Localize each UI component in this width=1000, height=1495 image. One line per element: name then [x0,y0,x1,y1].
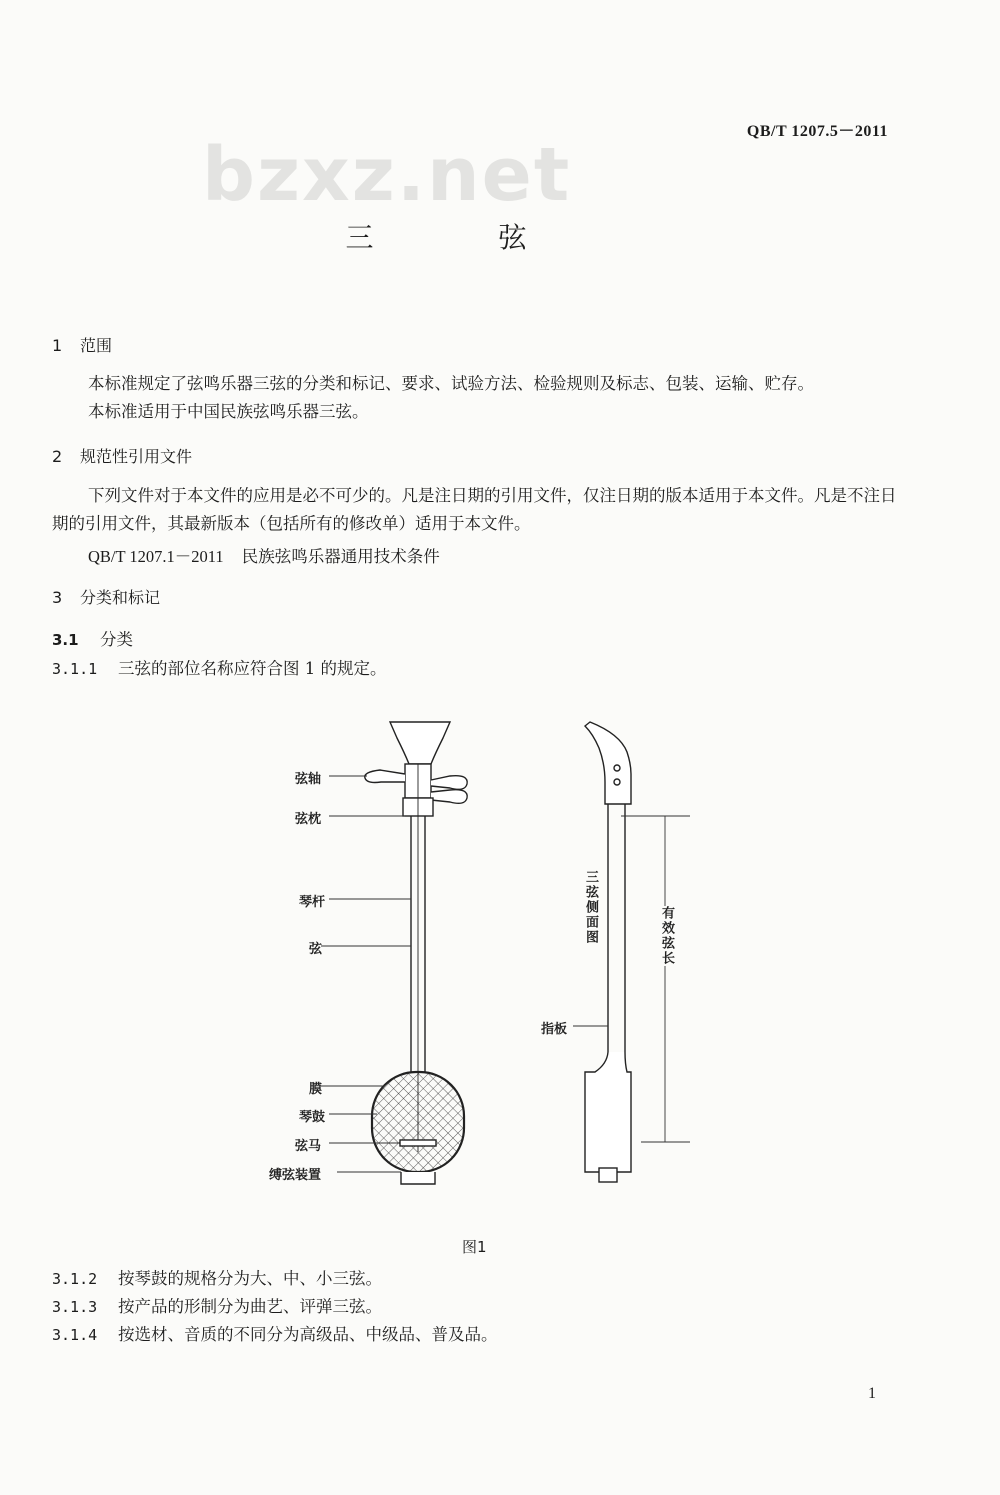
clause-3-1-2 [52,1265,382,1289]
section-number: 3 [52,588,63,607]
label-string: 弦 [309,942,323,957]
side-view [585,722,631,1182]
section-title: 规范性引用文件 [80,447,193,466]
watermark: bzxz.net [202,132,572,218]
figure-1-sanxian [255,712,715,1216]
figure-caption: 图1 [462,1238,487,1256]
label-side-view: 三弦侧面图 [583,870,598,945]
section-number: 1 [52,336,63,355]
side-head [585,722,631,804]
clause-number: 3.1.3 [52,1298,98,1316]
clause-3-1-1 [52,655,387,679]
bridge-shape [400,1140,436,1146]
clause-number: 3.1 [52,631,79,649]
front-view [365,722,467,1184]
standard-number: QB/T 1207.5－2011 [746,123,888,140]
side-tailpiece [599,1168,617,1182]
label-tailpiece: 缚弦装置 [269,1168,322,1183]
section-1-heading [52,333,112,356]
tuning-peg-right-upper [431,776,467,790]
clause-3-1 [52,626,133,650]
reference-title: 民族弦鸣乐器通用技术条件 [241,547,440,566]
clause-3-1-4 [52,1321,498,1345]
drum-body [372,1072,464,1172]
clause-text: 按琴鼓的规格分为大、中、小三弦。 [118,1269,382,1288]
label-membrane: 膜 [309,1082,323,1097]
tailpiece-shape [401,1172,435,1184]
label-drum: 琴鼓 [299,1110,326,1125]
section-3-heading [52,585,160,608]
label-nut: 弦枕 [295,812,322,827]
clause-text: 三弦的部位名称应符合图 1 的规定。 [118,659,387,678]
section-1-paragraph-1: 本标准规定了弦鸣乐器三弦的分类和标记、要求、试验方法、检验规则及标志、包装、运输、贮存。 [88,374,814,393]
section-2-paragraph: 下列文件对于本文件的应用是必不可少的。凡是注日期的引用文件，仅注日期的版本适用于本文件。凡是不注日期的引用文件，其最新版本（包括所有的修改单）适用于本文件。 [52,486,897,533]
section-title: 分类和标记 [80,588,161,607]
clause-number: 3.1.4 [52,1326,98,1344]
normative-reference [88,543,440,567]
label-fingerboard: 指板 [541,1022,568,1037]
clause-title: 分类 [100,630,133,649]
clause-3-1-3 [52,1293,382,1317]
section-title: 范围 [80,336,113,355]
label-bridge: 弦马 [295,1139,322,1154]
section-number: 2 [52,447,63,466]
label-effective-length: 有效弦长 [659,906,674,966]
tuning-peg-right-lower [431,790,467,804]
tuning-peg-left [365,770,405,783]
page-number: 1 [868,1385,876,1402]
clause-text: 按选材、音质的不同分为高级品、中级品、普及品。 [118,1325,498,1344]
sanxian-diagram [255,712,715,1212]
section-2-heading [52,444,192,467]
section-1-paragraph-2: 本标准适用于中国民族弦鸣乐器三弦。 [88,402,369,421]
clause-number: 3.1.1 [52,660,98,678]
side-drum [585,1052,631,1172]
head-scroll [390,722,450,764]
reference-code: QB/T 1207.1－2011 [88,547,224,566]
label-neck: 琴杆 [299,895,326,910]
clause-text: 按产品的形制分为曲艺、评弹三弦。 [118,1297,382,1316]
label-tuning-peg: 弦轴 [295,772,322,787]
clause-number: 3.1.2 [52,1270,98,1288]
document-title: 三 弦 [345,221,585,254]
